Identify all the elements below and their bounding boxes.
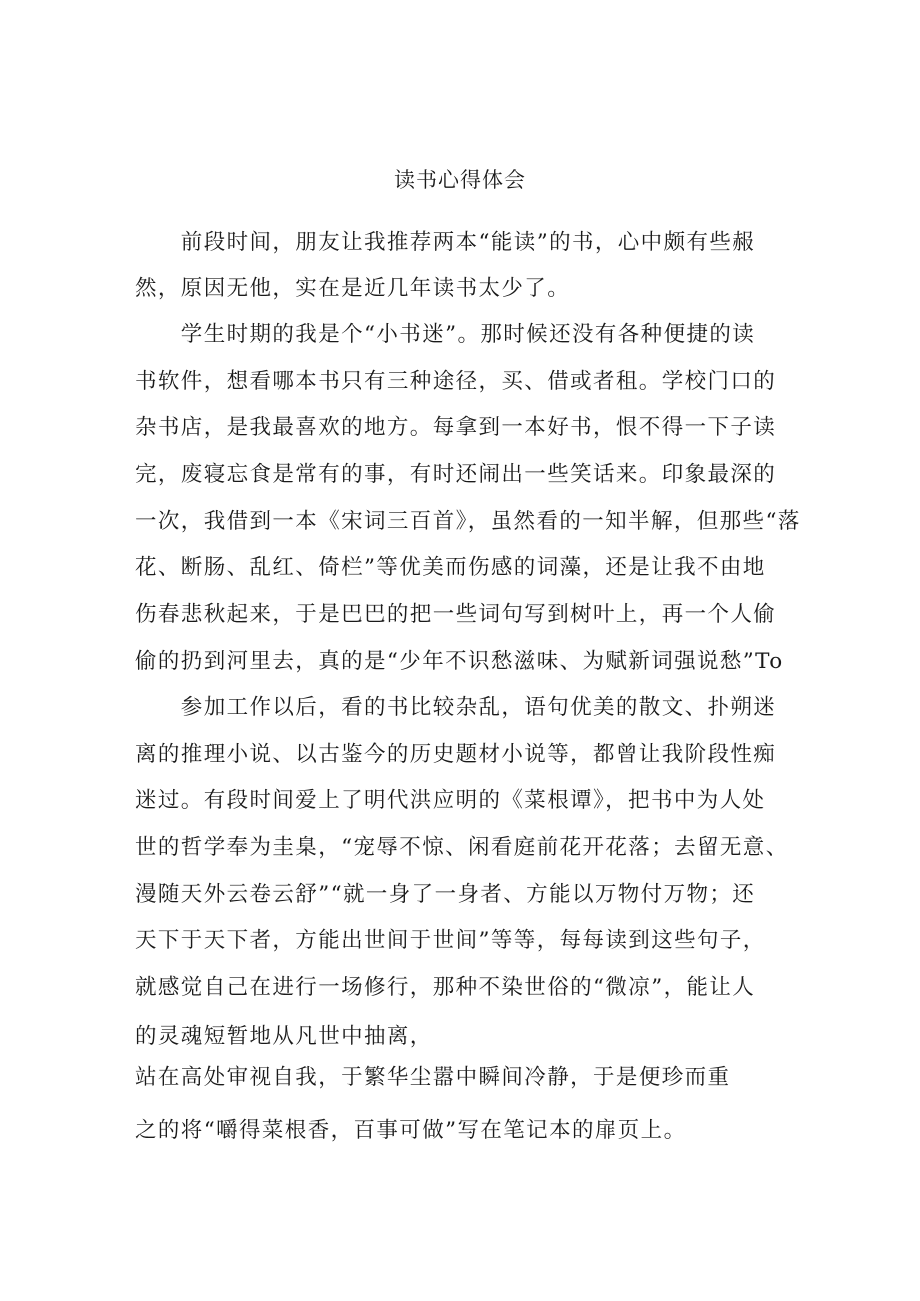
text-line: 花、断肠、乱红、倚栏”等优美而伤感的词藻，还是让我不由地 xyxy=(135,555,766,580)
text-line: 一次，我借到一本《宋词三百首》，虽然看的一知半解，但那些“落 xyxy=(135,509,801,534)
text-line: 伤春悲秋起来，于是巴巴的把一些词句写到树叶上，再一个人偷 xyxy=(135,602,777,627)
text-line: 前段时间，朋友让我推荐两本“能读”的书，心中颇有些赧 xyxy=(135,230,756,255)
text-line: 世的哲学奉为圭臬，“宠辱不惊、闲看庭前花开花落；去留无意、 xyxy=(135,835,789,860)
text-line: 迷过。有段时间爱上了明代洪应明的《菜根谭》，把书中为人处 xyxy=(135,788,766,813)
text-line: 偷的扔到河里去，真的是“少年不识愁滋味、为赋新词强说愁”To xyxy=(135,649,784,674)
text-line: 离的推理小说、以古鉴今的历史题材小说等，都曾让我阶段性痴 xyxy=(135,742,777,767)
text-line: 然，原因无他，实在是近几年读书太少了。 xyxy=(135,276,571,301)
text-line: 参加工作以后，看的书比较杂乱，语句优美的散文、扑朔迷 xyxy=(135,695,777,720)
text-line: 就感觉自己在进行一场修行，那种不染世俗的“微凉”，能让人 xyxy=(135,975,756,1000)
text-line: 学生时期的我是个“小书迷”。那时候还没有各种便捷的读 xyxy=(135,322,756,347)
text-line: 的灵魂短暂地从凡世中抽离， xyxy=(135,1024,433,1049)
text-line: 漫随天外云卷云舒”“就一身了一身者、方能以万物付万物；还 xyxy=(135,882,756,907)
text-line: 天下于天下者，方能出世间于世间”等等，每每读到这些句子， xyxy=(135,928,766,953)
text-line: 书软件，想看哪本书只有三种途径，买、借或者租。学校门口的 xyxy=(135,369,777,394)
text-line: 站在高处审视自我，于繁华尘嚣中瞬间冷静，于是便珍而重 xyxy=(135,1065,731,1090)
text-line: 完，废寝忘食是常有的事，有时还闹出一些笑话来。印象最深的 xyxy=(135,462,777,487)
text-line: 之的将“嚼得菜根香，百事可做”写在笔记本的扉页上。 xyxy=(135,1118,687,1143)
document-title: 读书心得体会 xyxy=(394,168,526,192)
text-line: 杂书店，是我最喜欢的地方。每拿到一本好书，恨不得一下子读 xyxy=(135,415,777,440)
